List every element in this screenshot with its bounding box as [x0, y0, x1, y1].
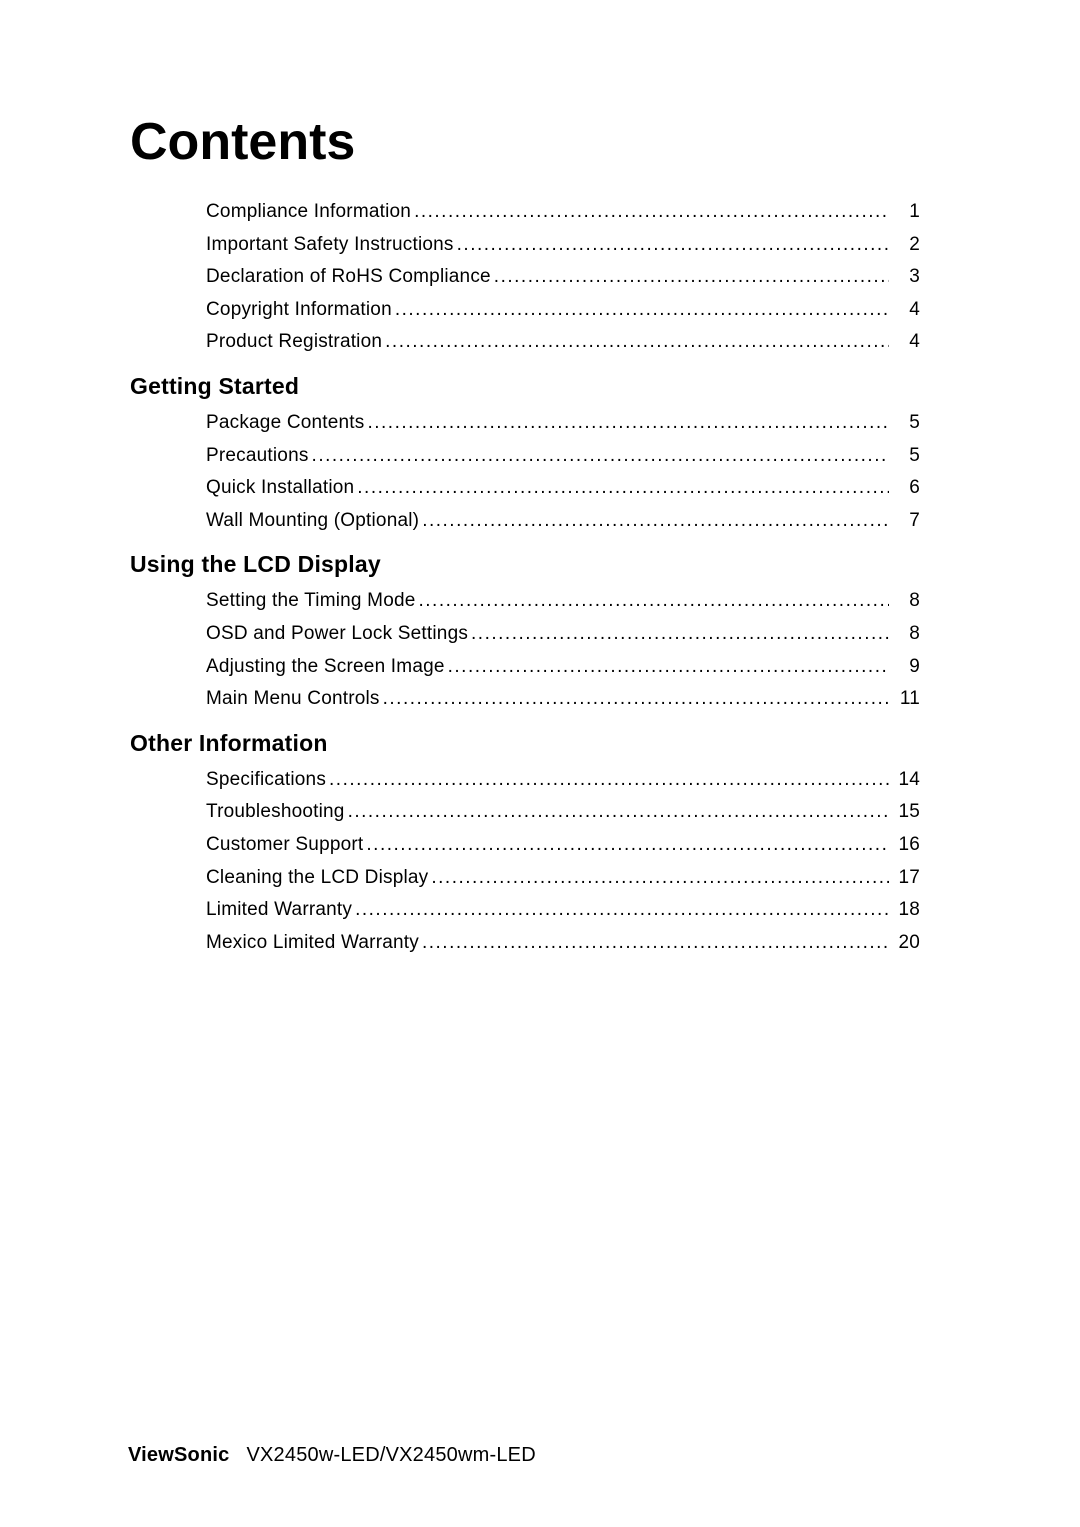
toc-entry — [206, 927, 920, 960]
footer-brand: ViewSonic — [128, 1444, 230, 1466]
toc-leader-dots — [448, 651, 889, 684]
toc-leader-dots — [457, 229, 889, 262]
toc-entry-page: 8 — [909, 622, 920, 644]
page-title: Contents — [130, 113, 356, 171]
toc-leader-dots — [414, 196, 889, 229]
section-entries — [130, 764, 920, 960]
toc-entry-page: 5 — [909, 411, 920, 433]
toc-entry — [206, 261, 920, 294]
toc-leader-dots — [494, 261, 889, 294]
toc-entry-page: 17 — [898, 866, 920, 888]
toc-leader-dots — [357, 472, 889, 505]
section-heading: Other Information — [130, 729, 328, 756]
toc-entry — [206, 326, 920, 359]
toc-section — [130, 196, 920, 359]
toc-entry — [206, 862, 920, 895]
toc-entry — [206, 440, 920, 473]
toc-entry — [206, 294, 920, 327]
toc-entry — [206, 229, 920, 262]
toc-entry — [206, 651, 920, 684]
toc-entry-label: Mexico Limited Warranty — [206, 931, 419, 953]
toc-entry-page: 4 — [909, 298, 920, 320]
section-heading: Getting Started — [130, 372, 300, 399]
toc-leader-dots — [366, 829, 889, 862]
toc-entry — [206, 683, 920, 716]
toc-leader-dots — [348, 796, 889, 829]
page-footer — [128, 1444, 536, 1467]
toc-leader-dots — [383, 683, 889, 716]
toc-entry-label: Troubleshooting — [206, 801, 345, 823]
toc-entry-label: Setting the Timing Mode — [206, 590, 416, 612]
toc-section — [130, 728, 920, 960]
toc-entry-label: OSD and Power Lock Settings — [206, 622, 469, 644]
toc-leader-dots — [431, 862, 889, 895]
toc-entry-label: Main Menu Controls — [206, 688, 380, 710]
toc-section — [130, 371, 920, 537]
toc-entry — [206, 618, 920, 651]
toc-entry-page: 3 — [909, 266, 920, 288]
toc-entry-label: Compliance Information — [206, 201, 412, 222]
toc-leader-dots — [385, 326, 889, 359]
toc-leader-dots — [367, 407, 889, 440]
toc-leader-dots — [312, 440, 889, 473]
toc-entry-page: 20 — [898, 931, 920, 953]
toc-entry-page: 7 — [909, 509, 920, 531]
footer-model: VX2450w-LED/VX2450wm-LED — [246, 1444, 536, 1466]
toc-entry-page: 15 — [898, 801, 920, 823]
toc-entry — [206, 894, 920, 927]
toc-entry — [206, 407, 920, 440]
toc-entry-page: 4 — [909, 331, 920, 353]
toc-entry-label: Product Registration — [206, 331, 383, 353]
toc-entry-label: Customer Support — [206, 833, 364, 855]
toc-entry-page: 16 — [898, 833, 920, 855]
toc-entry-label: Precautions — [206, 444, 309, 466]
toc-section — [130, 549, 920, 715]
toc-entry — [206, 472, 920, 505]
toc-entry-page: 5 — [909, 444, 920, 466]
toc-leader-dots — [422, 505, 889, 538]
section-entries — [130, 196, 920, 359]
toc-entry-page: 18 — [898, 899, 920, 921]
toc-entry — [206, 505, 920, 538]
toc-entry-page: 1 — [909, 201, 920, 222]
toc-leader-dots — [329, 764, 889, 797]
toc-entry-label: Copyright Information — [206, 298, 392, 320]
toc-entry — [206, 796, 920, 829]
toc-entry-page: 2 — [909, 233, 920, 255]
toc — [130, 196, 920, 959]
toc-entry-page: 6 — [909, 477, 920, 499]
toc-entry — [206, 829, 920, 862]
toc-leader-dots — [422, 927, 889, 960]
toc-leader-dots — [395, 294, 889, 327]
toc-entry-label: Package Contents — [206, 411, 365, 433]
toc-entry-label: Adjusting the Screen Image — [206, 655, 445, 677]
toc-entry-label: Important Safety Instructions — [206, 233, 454, 255]
section-entries — [130, 407, 920, 537]
section-heading: Using the LCD Display — [130, 551, 381, 578]
toc-entry-label: Quick Installation — [206, 477, 355, 499]
toc-entry-label: Declaration of RoHS Compliance — [206, 266, 491, 288]
toc-entry-label: Cleaning the LCD Display — [206, 866, 429, 888]
toc-entry-page: 9 — [909, 655, 920, 677]
toc-leader-dots — [419, 585, 890, 618]
toc-entry-page: 8 — [909, 590, 920, 612]
toc-entry — [206, 764, 920, 797]
toc-entry-page: 11 — [899, 688, 920, 710]
toc-leader-dots — [471, 618, 889, 651]
toc-entry-page: 14 — [898, 768, 920, 790]
section-entries — [130, 585, 920, 715]
toc-entry-label: Specifications — [206, 768, 327, 790]
toc-entry-label: Wall Mounting (Optional) — [206, 509, 420, 531]
toc-entry — [206, 585, 920, 618]
toc-entry — [206, 196, 920, 229]
toc-entry-label: Limited Warranty — [206, 899, 353, 921]
toc-leader-dots — [355, 894, 889, 927]
